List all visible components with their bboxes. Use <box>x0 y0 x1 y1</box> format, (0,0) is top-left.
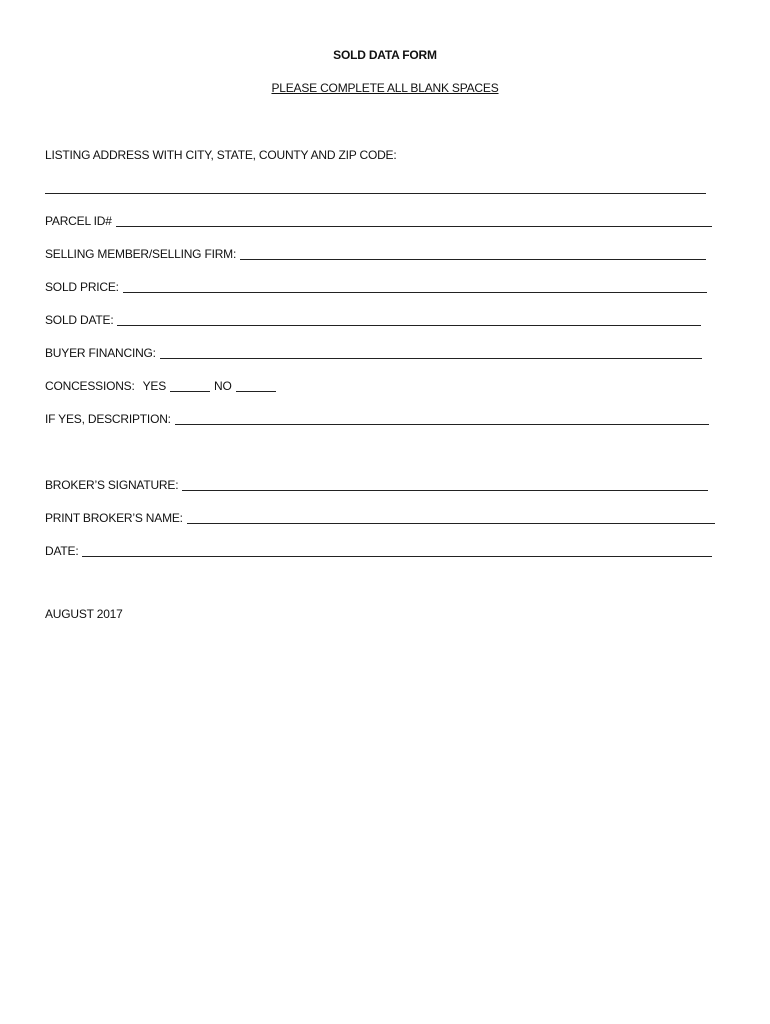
parcel-id-row <box>45 212 712 228</box>
date-field[interactable] <box>82 544 712 557</box>
sold-date-label: SOLD DATE: <box>45 313 114 327</box>
listing-address-label-row <box>45 146 396 162</box>
parcel-id-label: PARCEL ID# <box>45 214 112 228</box>
selling-member-row <box>45 245 706 261</box>
sold-price-row <box>45 278 707 294</box>
buyer-financing-label: BUYER FINANCING: <box>45 346 156 360</box>
description-label: IF YES, DESCRIPTION: <box>45 412 171 426</box>
print-broker-name-label: PRINT BROKER’S NAME: <box>45 511 183 525</box>
concessions-yes-field[interactable] <box>170 379 210 392</box>
concessions-yes-label: YES <box>142 379 167 393</box>
date-label: DATE: <box>45 544 79 558</box>
sold-date-field[interactable] <box>117 313 701 326</box>
selling-member-label: SELLING MEMBER/SELLING FIRM: <box>45 247 237 261</box>
listing-address-label: LISTING ADDRESS WITH CITY, STATE, COUNTY AND ZIP CODE: <box>45 148 397 162</box>
date-row <box>45 542 712 558</box>
description-field[interactable] <box>175 412 709 425</box>
concessions-no-field[interactable] <box>236 379 276 392</box>
print-broker-name-field[interactable] <box>187 511 715 524</box>
print-broker-name-row <box>45 509 715 525</box>
broker-signature-field[interactable] <box>182 478 708 491</box>
form-instruction: PLEASE COMPLETE ALL BLANK SPACES <box>271 81 499 95</box>
form-revision-date: AUGUST 2017 <box>45 607 123 621</box>
buyer-financing-field[interactable] <box>160 346 702 359</box>
description-row <box>45 410 709 426</box>
listing-address-field[interactable] <box>45 181 706 194</box>
broker-signature-label: BROKER’S SIGNATURE: <box>45 478 179 492</box>
concessions-no-label: NO <box>214 379 232 393</box>
sold-price-label: SOLD PRICE: <box>45 280 119 294</box>
parcel-id-field[interactable] <box>116 214 712 227</box>
buyer-financing-row <box>45 344 702 360</box>
concessions-label: CONCESSIONS: <box>45 379 135 393</box>
sold-date-row <box>45 311 701 327</box>
listing-address-row <box>45 179 706 195</box>
concessions-row <box>45 377 276 393</box>
broker-signature-row <box>45 476 708 492</box>
form-title: SOLD DATA FORM <box>333 48 437 62</box>
sold-price-field[interactable] <box>123 280 707 293</box>
selling-member-field[interactable] <box>240 247 706 260</box>
